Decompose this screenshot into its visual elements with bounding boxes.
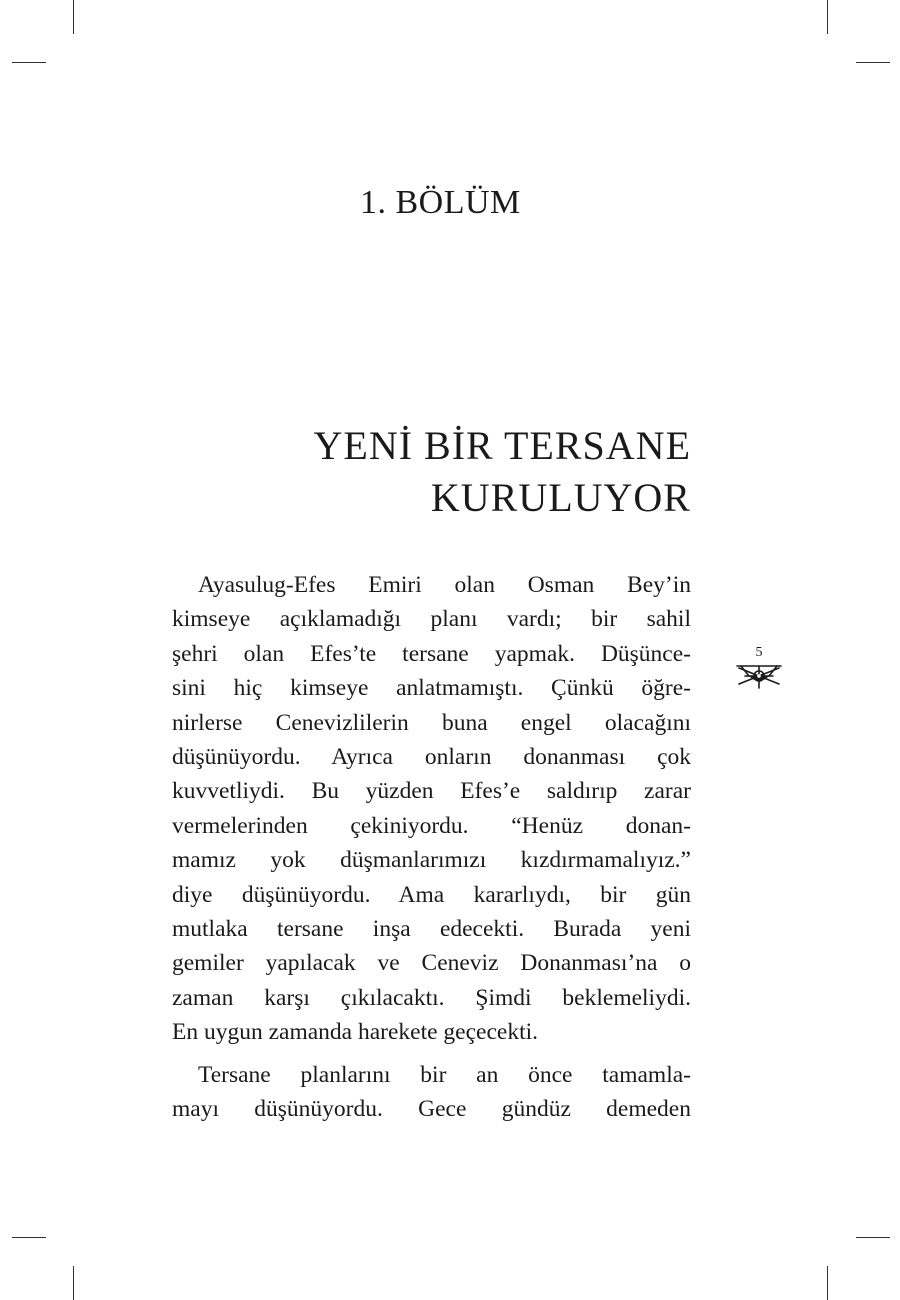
text-line: En uygun zamanda harekete geçecekti. [172, 1019, 539, 1046]
text-line: mayı düşünüyordu. Gece gündüz demeden [172, 1096, 691, 1123]
crop-mark-bottom-left [73, 1266, 74, 1300]
text-line: Ayasulug-Efes Emiri olan Osman Bey’in [198, 572, 691, 598]
crop-mark-top-right [827, 0, 828, 34]
chapter-label: 1. BÖLÜM [360, 184, 521, 221]
text-line: nirlerse Cenevizlilerin buna engel olacağını [172, 709, 691, 736]
crop-mark-left-top [12, 62, 46, 63]
crop-mark-top-left [73, 0, 74, 34]
body-text [172, 568, 691, 1135]
text-line: kuvvetliydi. Bu yüzden Efes’e saldırıp zarar [172, 778, 691, 805]
text-line: düşünüyordu. Ayrıca onların donanması çok [172, 744, 691, 771]
text-line: zaman karşı çıkılacaktı. Şimdi beklemeliydi. [172, 984, 691, 1011]
text-line: sini hiç kimseye anlatmamıştı. Çünkü öğre- [172, 675, 691, 702]
page-marker [733, 646, 785, 692]
crop-mark-right-top [856, 62, 890, 63]
chapter-title-line-2: KURULUYOR [430, 475, 691, 520]
crop-mark-left-bottom [12, 1237, 46, 1238]
chapter-title [314, 420, 691, 524]
text-line: mutlaka tersane inşa edecekti. Burada yeni [172, 916, 691, 943]
ship-wheel-icon [735, 660, 783, 690]
page-number: 5 [755, 645, 763, 660]
text-line: mamız yok düşmanlarımızı kızdırmamalıyız.” [172, 847, 691, 874]
text-line: vermelerinden çekiniyordu. “Henüz donan- [172, 812, 691, 839]
text-line: kimseye açıklamadığı planı vardı; bir sahil [172, 606, 691, 633]
paragraph-1 [172, 568, 691, 1050]
text-line: gemiler yapılacak ve Ceneviz Donanması’na o [172, 950, 691, 977]
paragraph-2 [172, 1058, 691, 1127]
text-line: Tersane planlarını bir an önce tamamla- [198, 1061, 691, 1088]
text-line: şehri olan Efes’te tersane yapmak. Düşünce- [172, 640, 691, 667]
crop-mark-bottom-right [827, 1266, 828, 1300]
text-line: diye düşünüyordu. Ama kararlıydı, bir gün [172, 881, 691, 908]
chapter-title-line-1: YENİ BİR TERSANE [313, 423, 691, 468]
crop-mark-right-bottom [856, 1237, 890, 1238]
